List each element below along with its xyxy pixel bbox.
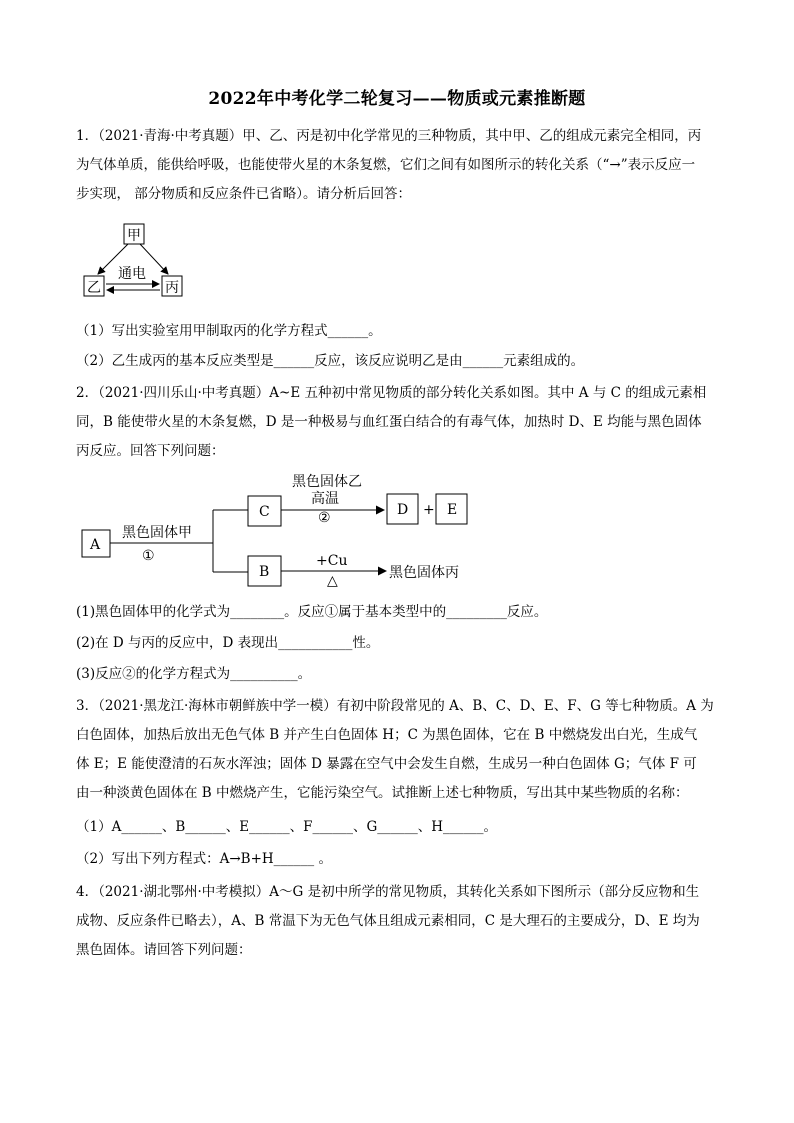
label-e: E [447,502,458,518]
q2-line-1: 2．（2021·四川乐山·中考真题）A~E 五种初中常见物质的部分转化关系如图。其中 A 与 C 的组成元素相 [76,385,707,401]
q3-sub-2: （2）写出下列方程式：A→B+H______ 。 [76,851,332,867]
label-a: A [90,537,101,553]
q2-line-3: 丙反应。回答下列问题： [76,443,225,459]
q1-line-3: 步实现， 部分物质和反应条件已省略）。请分析后回答： [76,186,412,202]
q4-line-3: 黑色固体。请回答下列问题： [76,942,252,958]
q3-line-4: 由一种淡黄色固体在 B 中燃烧产生，它能污染空气。试推断上述七种物质，写出其中某些物质的名称： [76,785,689,801]
q2-sub-2: (2)在 D 与丙的反应中，D 表现出___________性。 [76,635,380,651]
q3-line-2: 白色固体，加热后放出无色气体 B 并产生白色固体 H；C 为黑色固体，它在 B 中燃烧发出白光，生成气 [76,727,698,743]
label-jia: 甲 [127,228,141,244]
q4-line-2: 成物、反应条件已略去），A、B 常温下为无色气体且组成元素相同，C 是大理石的主要成分，D、E 均为 [76,913,700,929]
label-b: B [259,564,270,580]
q1-diagram [70,218,200,303]
label-black-solid-yi: 黑色固体乙 [292,474,362,490]
label-high-temp: 高温 [311,491,339,507]
label-plus-cu: +Cu [316,553,348,569]
label-plus: + [423,502,435,518]
q1-sub-2: （2）乙生成丙的基本反应类型是______反应，该反应说明乙是由______元素组成的。 [76,353,585,369]
label-heat: △ [327,573,338,589]
q1-line-2: 为气体单质，能供给呼吸，也能使带火星的木条复燃，它们之间有如图所示的转化关系（“→”表示反应一 [76,157,696,173]
q2-diagram [70,468,490,593]
q3-sub-1: （1）A______、B______、E______、F______、G______、H______。 [76,819,498,835]
q1-line-1: 1．（2021·青海·中考真题）甲、乙、丙是初中化学常见的三种物质，其中甲、乙的组成元素完全相同，丙 [76,128,702,144]
label-black-solid-bing: 黑色固体丙 [389,565,459,581]
page-title: 2022年中考化学二轮复习——物质或元素推断题 [208,89,586,109]
q2-sub-1: (1)黑色固体甲的化学式为________。反应①属于基本类型中的_________反应。 [76,604,548,620]
q4-line-1: 4．（2021·湖北鄂州·中考模拟）A～G 是初中所学的常见物质，其转化关系如下图所示（部分反应物和生 [76,884,700,900]
label-yi: 乙 [87,280,101,296]
q1-sub-1: （1）写出实验室用甲制取丙的化学方程式______。 [76,323,382,339]
label-black-solid-jia: 黑色固体甲 [122,525,192,541]
q2-line-2: 同，B 能使带火星的木条复燃，D 是一种极易与血红蛋白结合的有毒气体，加热时 D、E 均能与黑色固体 [76,414,702,430]
label-c: C [259,504,270,520]
label-tongdian: 通电 [118,266,146,282]
q2-sub-3: (3)反应②的化学方程式为__________。 [76,666,312,682]
label-d: D [397,502,409,518]
q3-line-1: 3．（2021·黑龙江·海林市朝鲜族中学一模）有初中阶段常见的 A、B、C、D、E、F、G 等七种物质。A 为 [76,698,714,714]
label-bing: 丙 [165,280,179,296]
q3-line-3: 体 E；E 能使澄清的石灰水浑浊；固体 D 暴露在空气中会发生自燃，生成另一种白色固体 G；气体 F 可 [76,756,697,772]
label-reaction-2: ② [318,510,331,526]
label-reaction-1: ① [142,548,155,564]
